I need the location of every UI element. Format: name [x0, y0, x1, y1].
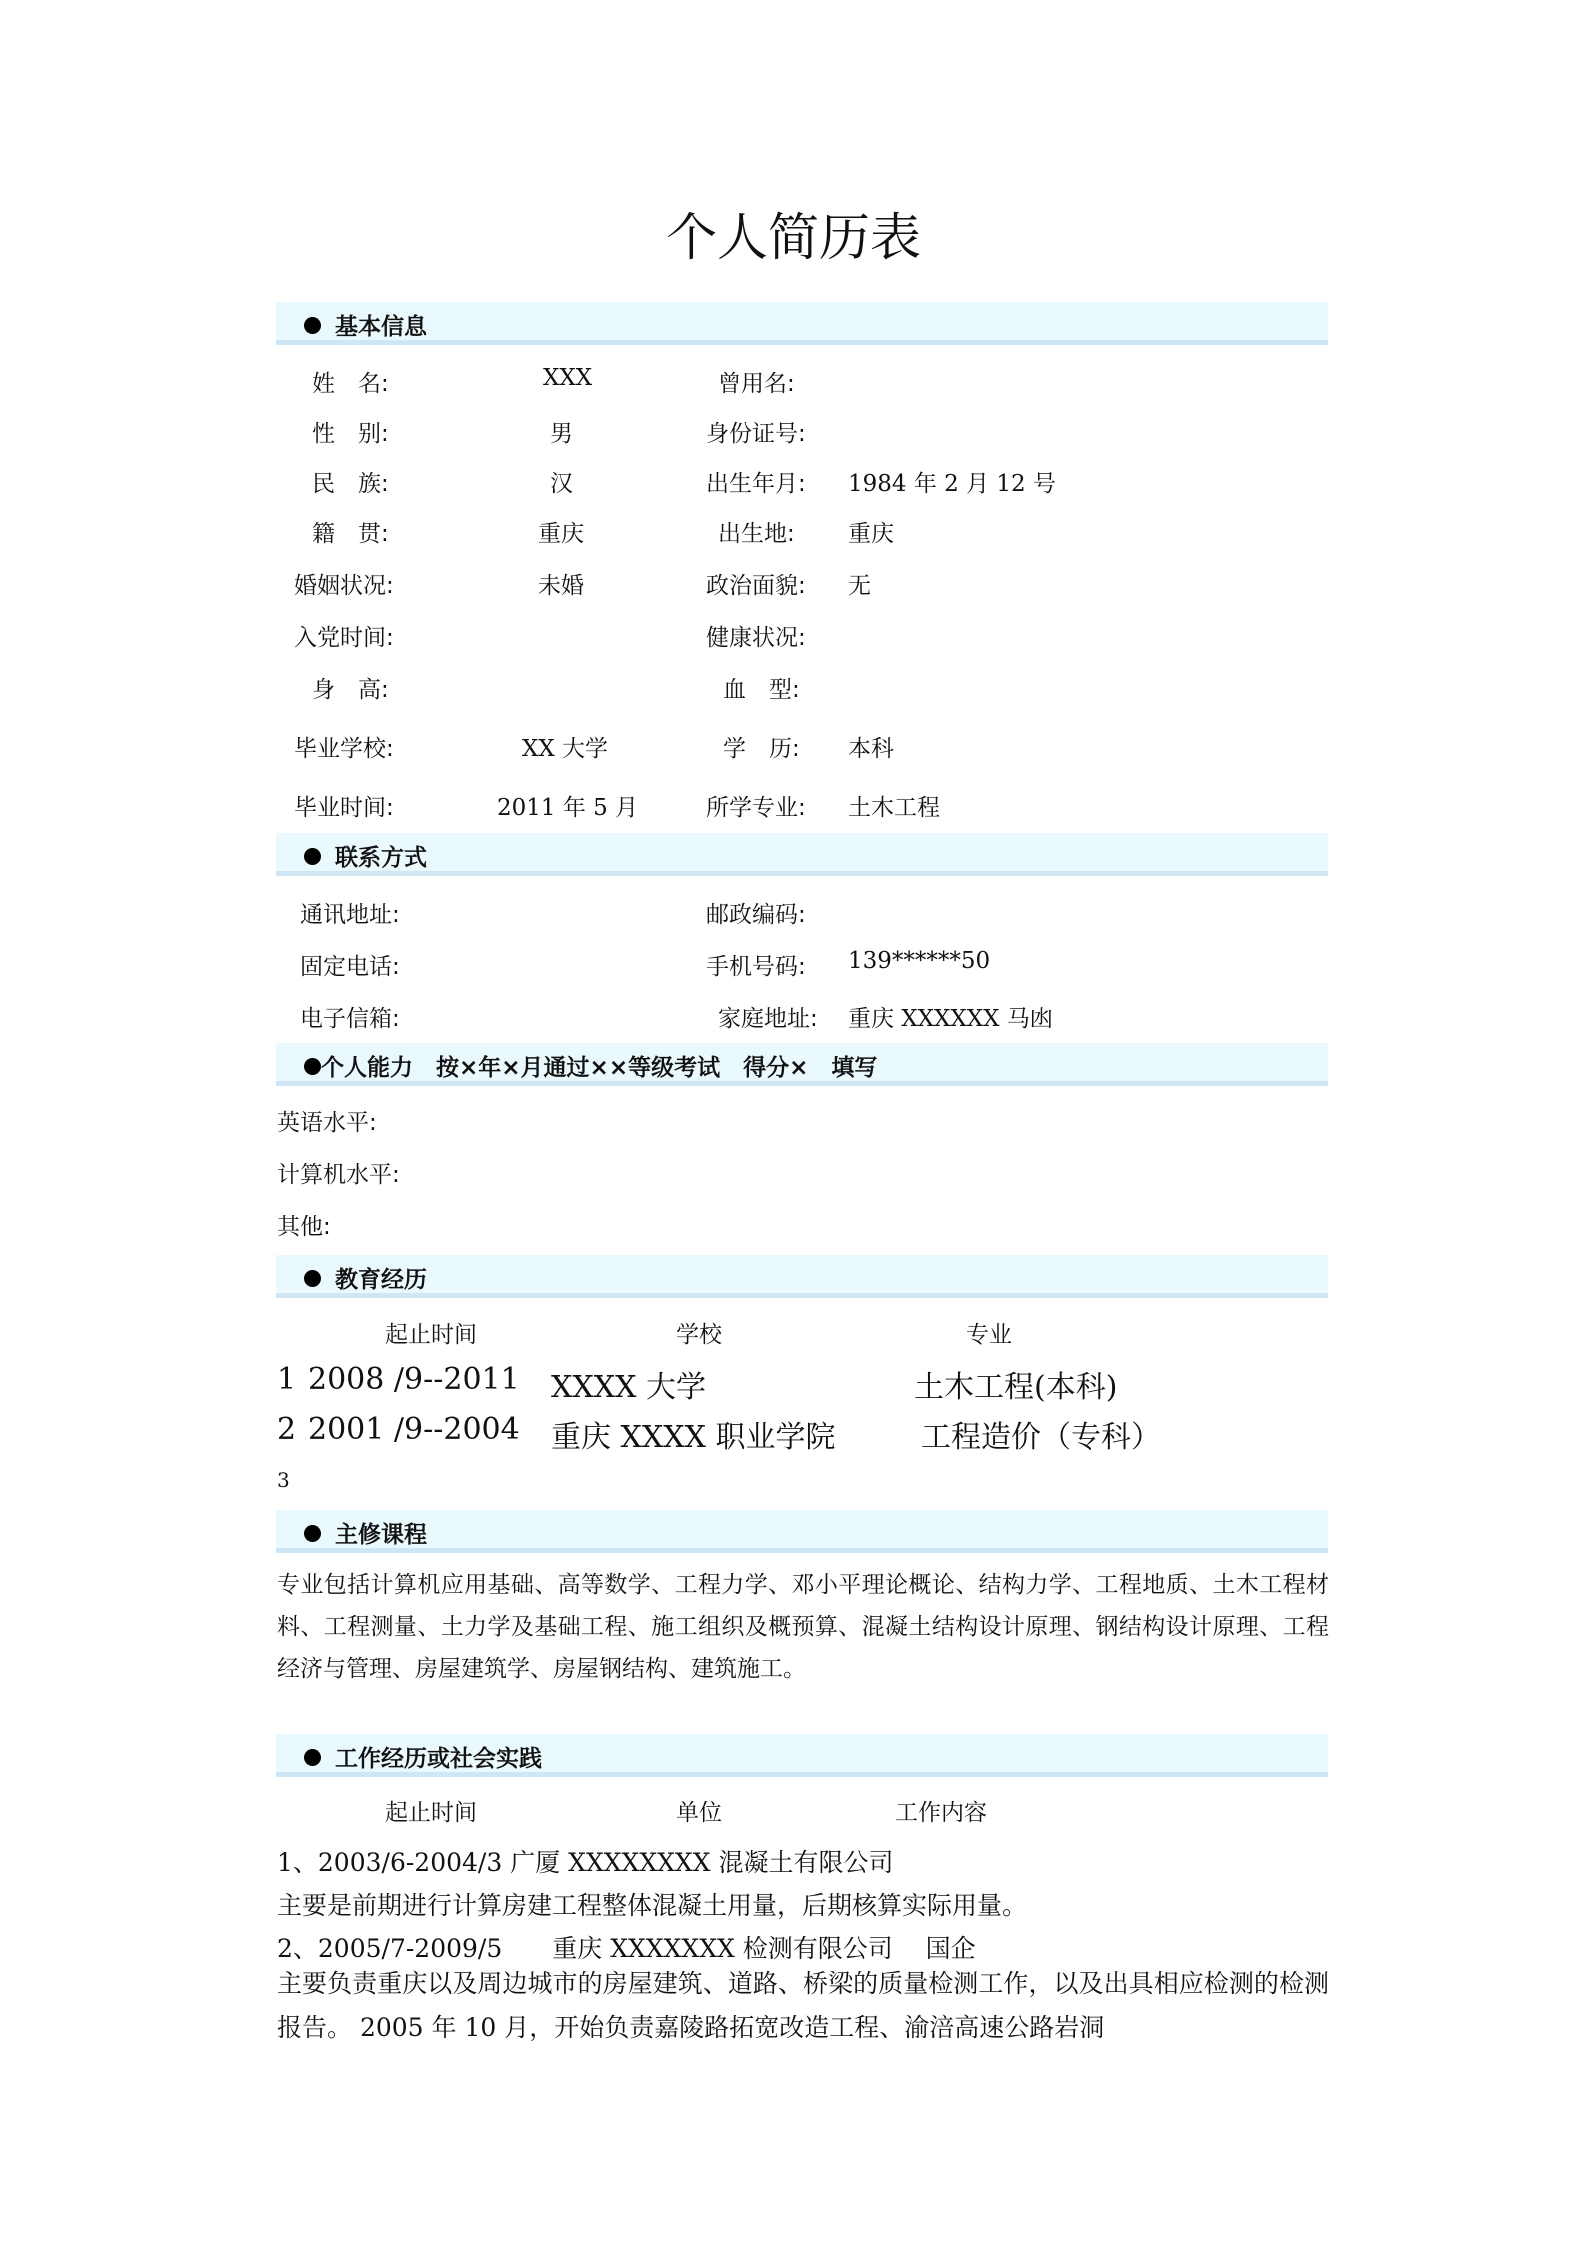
bullet-icon: [304, 1525, 321, 1542]
edu-col-major: 专业: [966, 1322, 1012, 1348]
bullet-icon: [304, 317, 321, 334]
work-col-time: 起止时间: [385, 1800, 477, 1826]
major-label: 所学专业:: [706, 795, 806, 821]
major-value: 土木工程: [848, 795, 940, 821]
section-header-basic: [276, 302, 1328, 345]
section-title: 教育经历: [335, 1267, 427, 1293]
gender-value: 男: [550, 421, 573, 447]
school-value: XX 大学: [522, 736, 609, 762]
home-value: 重庆 XXXXXX 马凼: [848, 1006, 1053, 1032]
edu-row-major: 工程造价（专科）: [921, 1420, 1161, 1455]
section-title: 基本信息: [335, 314, 427, 340]
edu-row-school: 重庆 XXXX 职业学院: [551, 1420, 836, 1455]
edu-row-num: 1: [277, 1362, 297, 1397]
political-label: 政治面貌:: [706, 573, 806, 599]
height-label: 身 高:: [312, 677, 389, 703]
section-header-ability: [276, 1043, 1328, 1086]
birth-value: 1984 年 2 月 12 号: [848, 471, 1056, 497]
name-value: XXX: [543, 365, 593, 391]
section-title: 联系方式: [335, 845, 427, 871]
mobile-label: 手机号码:: [706, 954, 806, 980]
name-label: 姓 名:: [312, 371, 389, 397]
edu-row-major: 土木工程(本科): [914, 1370, 1118, 1405]
email-label: 电子信箱:: [300, 1006, 400, 1032]
section-title: 个人能力 按×年×月通过××等级考试 得分× 填写: [321, 1055, 878, 1081]
bullet-icon: [304, 1058, 321, 1075]
edu-row-num: 3: [277, 1468, 290, 1492]
work-entry-1-desc: 主要是前期进行计算房建工程整体混凝土用量，后期核算实际用量。: [277, 1891, 1028, 1920]
gender-label: 性 别:: [312, 421, 389, 447]
work-entry-2-desc: 主要负责重庆以及周边城市的房屋建筑、道路、桥梁的质量检测工作，以及出具相应检测的检测报告。 2005 年 10 月，开始负责嘉陵路拓宽改造工程、渝涪高速公路岩洞: [277, 1969, 1329, 2042]
origin-value: 重庆: [538, 521, 584, 547]
section-title: 主修课程: [335, 1522, 427, 1548]
english-label: 英语水平:: [277, 1110, 377, 1136]
blood-label: 血 型:: [723, 677, 800, 703]
page-title: 个人简历表: [665, 209, 921, 268]
party-label: 入党时间:: [294, 625, 394, 651]
ethnic-label: 民 族:: [312, 471, 389, 497]
former-name-label: 曾用名:: [718, 371, 795, 397]
edu-col-school: 学校: [676, 1322, 722, 1348]
other-label: 其他:: [277, 1214, 331, 1240]
edu-row-num: 2: [277, 1412, 297, 1447]
section-title: 工作经历或社会实践: [335, 1746, 542, 1772]
birthplace-label: 出生地:: [718, 521, 795, 547]
origin-label: 籍 贯:: [312, 521, 389, 547]
work-col-content: 工作内容: [895, 1800, 987, 1826]
birthplace-value: 重庆: [848, 521, 894, 547]
section-header-education: [276, 1255, 1328, 1298]
political-value: 无: [848, 573, 871, 599]
degree-label: 学 历:: [723, 736, 800, 762]
courses-text: 专业包括计算机应用基础、高等数学、工程力学、邓小平理论概论、结构力学、工程地质、土木工程材料、工程测量、土力学及基础工程、施工组织及概预算、混凝土结构设计原理、钢结构设计原理、工程经济与管理、房屋建筑学、房屋钢结构、建筑施工。: [277, 1572, 1329, 1682]
section-header-contact: [276, 833, 1328, 876]
section-header-courses: [276, 1510, 1328, 1553]
phone-label: 固定电话:: [300, 954, 400, 980]
health-label: 健康状况:: [706, 625, 806, 651]
edu-row-time: 2001 /9--2004: [308, 1412, 520, 1447]
work-entry-2: 2、2005/7-2009/5 重庆 XXXXXXX 检测有限公司 国企: [277, 1934, 976, 1963]
computer-label: 计算机水平:: [277, 1162, 400, 1188]
work-entry-1: 1、2003/6-2004/3 广厦 XXXXXXXX 混凝土有限公司: [277, 1848, 894, 1877]
marital-label: 婚姻状况:: [294, 573, 394, 599]
school-label: 毕业学校:: [294, 736, 394, 762]
grad-label: 毕业时间:: [294, 795, 394, 821]
section-header-work: [276, 1734, 1328, 1777]
ethnic-value: 汉: [550, 471, 573, 497]
marital-value: 未婚: [538, 573, 584, 599]
id-label: 身份证号:: [706, 421, 806, 447]
degree-value: 本科: [848, 736, 894, 762]
edu-col-time: 起止时间: [385, 1322, 477, 1348]
grad-value: 2011 年 5 月: [497, 795, 639, 821]
bullet-icon: [304, 1749, 321, 1766]
birth-label: 出生年月:: [706, 471, 806, 497]
work-col-unit: 单位: [676, 1800, 722, 1826]
home-label: 家庭地址:: [718, 1006, 818, 1032]
zip-label: 邮政编码:: [706, 902, 806, 928]
bullet-icon: [304, 1270, 321, 1287]
edu-row-time: 2008 /9--2011: [308, 1362, 520, 1397]
address-label: 通讯地址:: [300, 902, 400, 928]
bullet-icon: [304, 848, 321, 865]
mobile-value: 139******50: [848, 948, 991, 974]
edu-row-school: XXXX 大学: [551, 1370, 706, 1405]
